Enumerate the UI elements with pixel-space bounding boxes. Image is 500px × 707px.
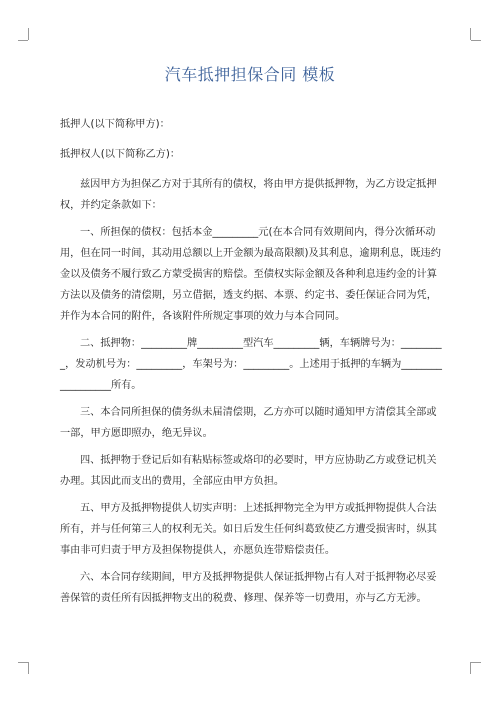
clause-4-line-1: 四、抵押物于登记后如有粘贴标签或烙印的必要时，甲方应协助乙方或登记机关 [80,455,437,466]
document-title: 汽车抵押担保合同 模板 [164,65,336,84]
clause-5-line-2: 所有，并与任何第三人的权利无关。如日后发生任何纠葛致使乙方遭受损害时，纵其 [60,524,437,535]
clause-1-line-2: 用，但在同一时间，其动用总额以上开金额为最高限额)及其利息，逾期利息，既违约 [60,248,441,259]
clause-4-line-2: 办理。其因此而支出的费用，全部应由甲方负担。 [60,476,285,487]
clause-3-line-2: 一部，甲方愿即照办，绝无异议。 [60,428,213,439]
clause-6-line-2: 善保管的责任所有因抵押物支出的税费、修理、保养等一切费用，亦与乙方无涉。 [60,593,427,604]
clause-2-line-2: _，发动机号为：_________，车架号为：_________。上述用于抵押的车辆为________ [60,359,443,370]
mortgagor-line: 抵押人(以下简称甲方)： [60,119,170,130]
clause-3-line-1: 三、本合同所担保的债务纵未届清偿期，乙方亦可以随时通知甲方清偿其全部或 [80,407,437,418]
contract-body [60,114,442,609]
clause-1-line-5: 并作为本合同的附件，各该附件所规定事项的效力与本合同同。 [60,311,346,322]
clause-5-line-3: 事由非可归责于甲方及担保物提供人，亦愿负连带赔偿责任。 [60,545,336,556]
clause-2-line-3: __________所有。 [60,380,142,391]
clause-1-line-1: 一、所担保的债权：包括本金_________元(在本合同有效期间内，得分次循环动 [80,227,436,238]
clause-1-line-4: 方法以及债务的清偿期，另立借据，透支约据、本票、约定书、委任保证合同为凭， [60,290,437,301]
clause-6-line-1: 六、本合同存续期间，甲方及抵押物提供人保证抵押物占有人对于抵押物必尽妥 [80,572,437,583]
clause-5-line-1: 五、甲方及抵押物提供人切实声明：上述抵押物完全为甲方或抵押物提供人合法 [80,503,437,514]
preamble-line-1: 兹因甲方为担保乙方对于其所有的债权，将由甲方提供抵押物，为乙方设定抵押 [80,179,437,190]
preamble-line-2: 权，并约定条款如下： [60,200,162,211]
mortgagee-line: 抵押权人(以下简称乙方)： [60,149,181,160]
clause-1-line-3: 金以及债务不履行致乙方蒙受损害的赔偿。至债权实际金额及各种利息违约金的计算 [60,269,437,280]
clause-2-line-1: 二、抵押物：_________牌_________型汽车_________辆，车辆牌号为：________ [80,338,442,349]
